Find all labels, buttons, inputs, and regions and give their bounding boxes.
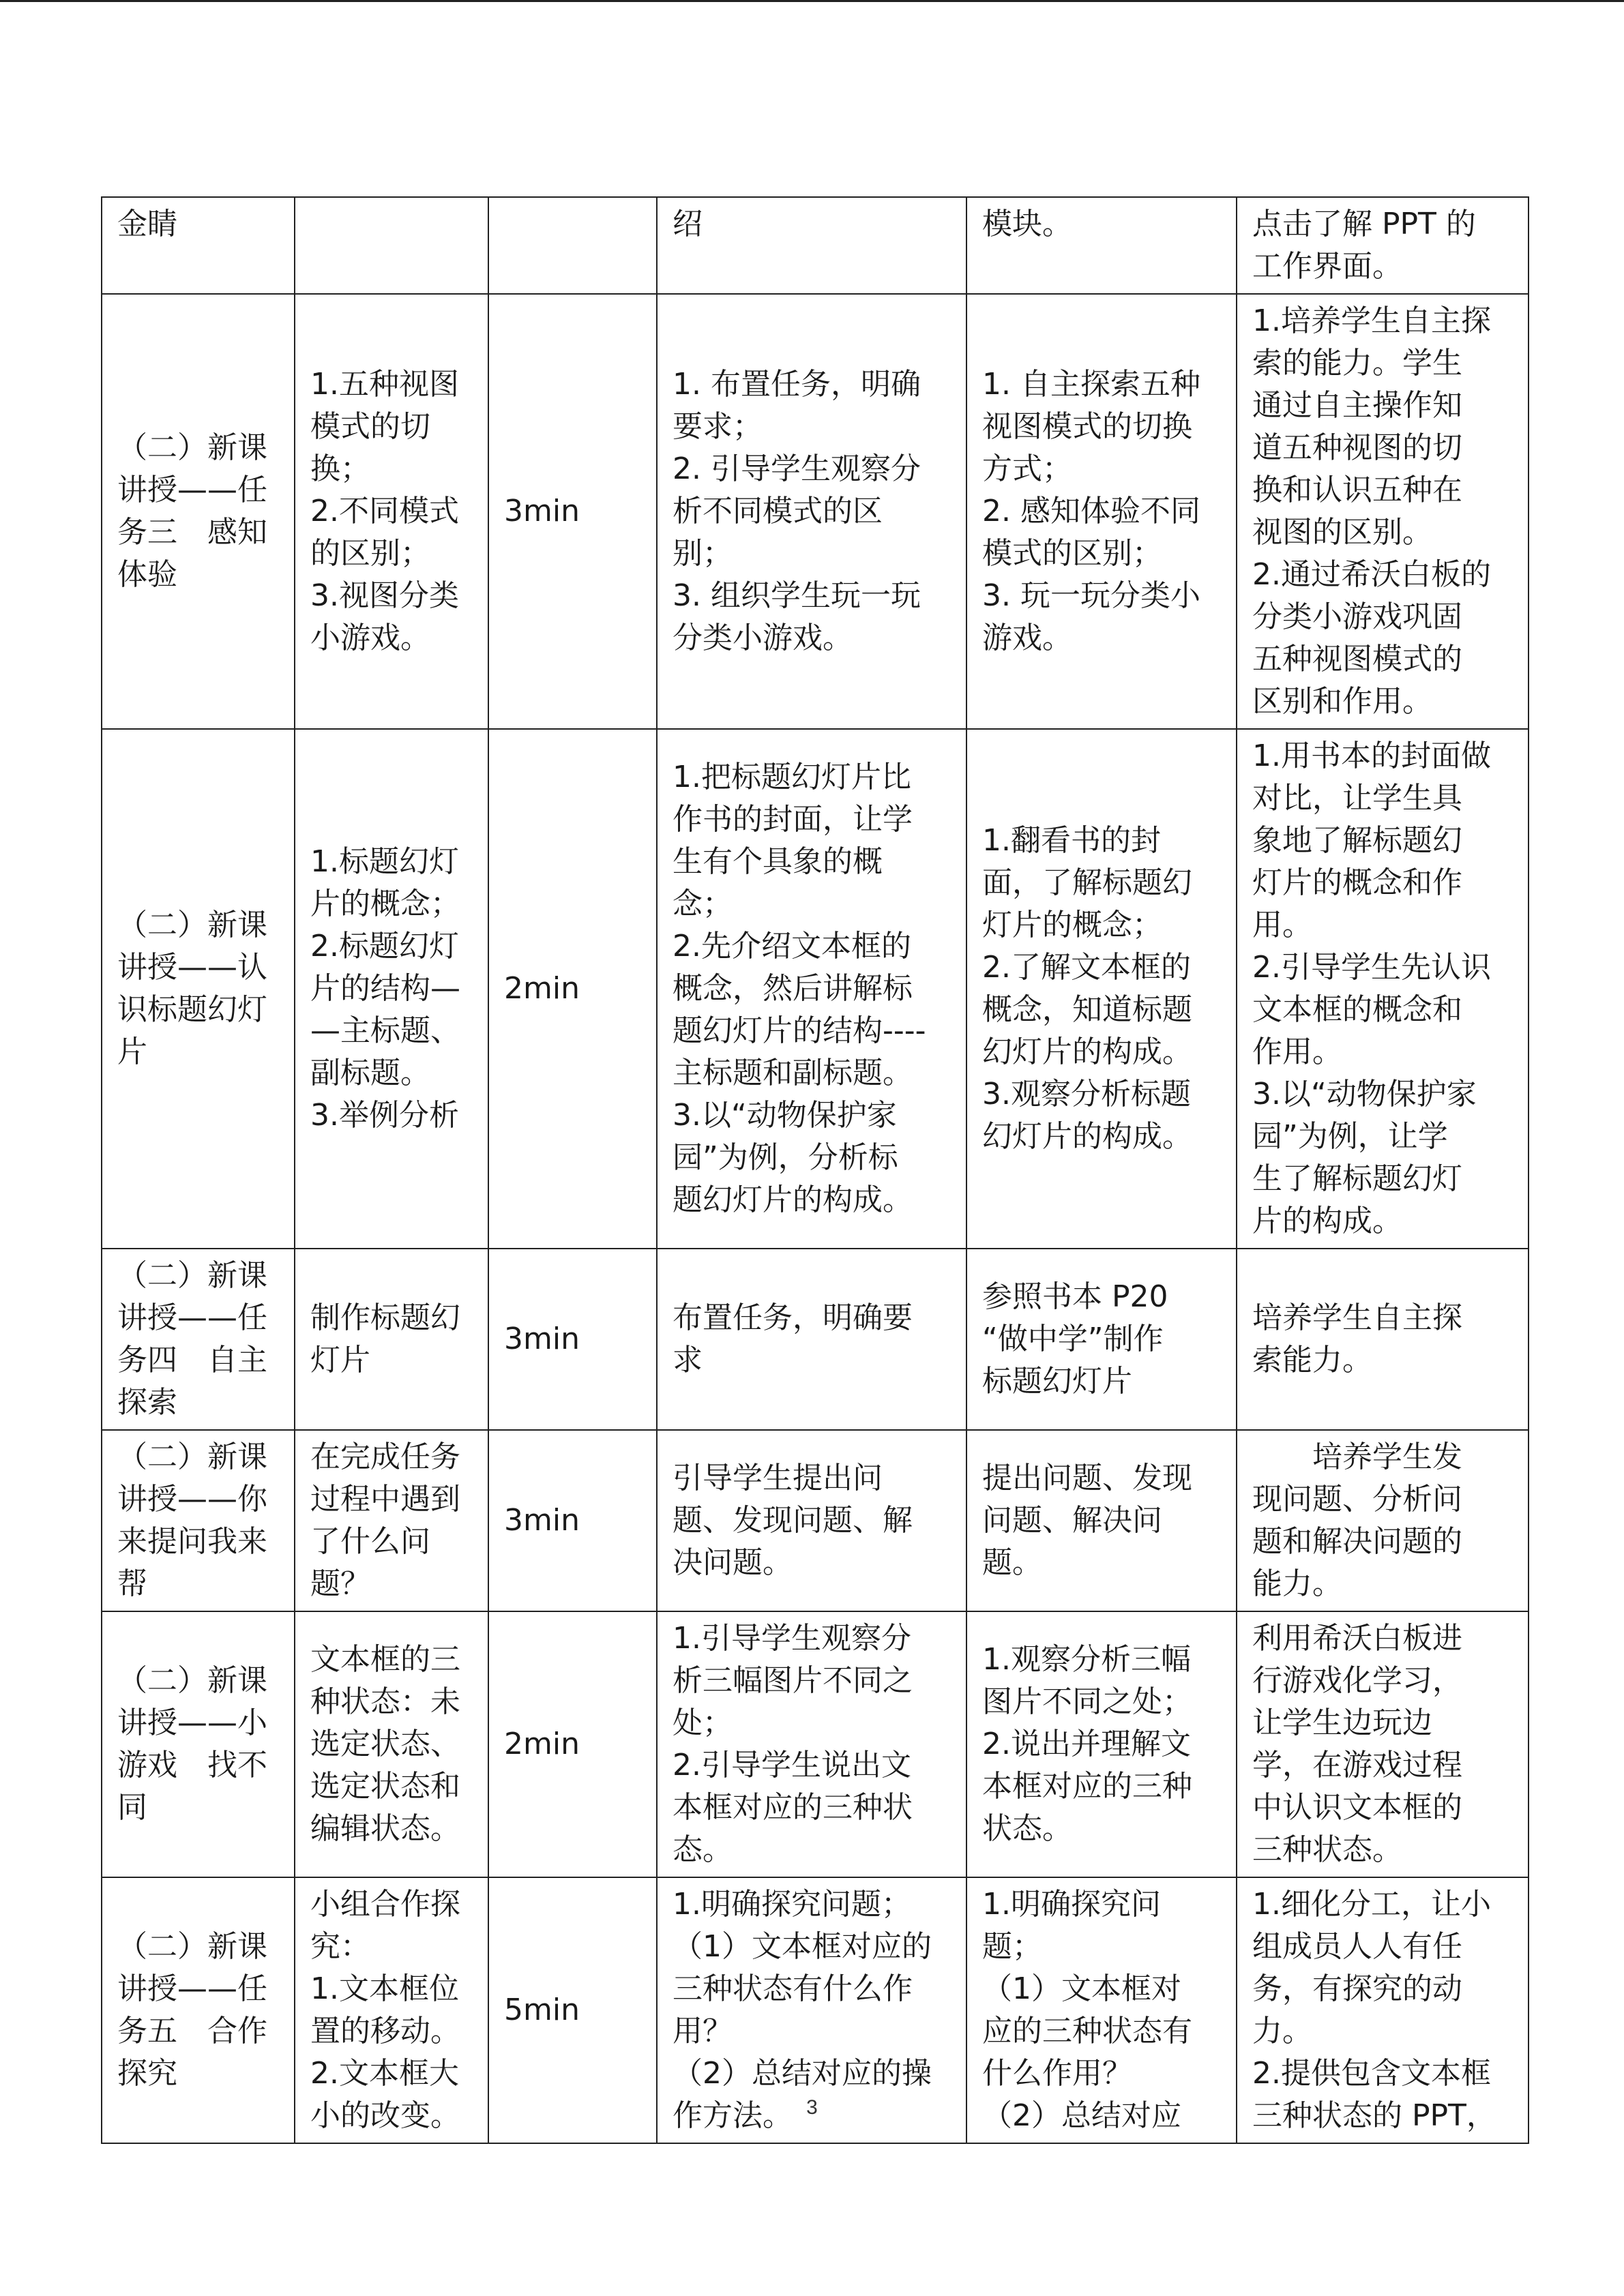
design-intent-cell: 点击了解 PPT 的 工作界面。 (1237, 197, 1529, 294)
time-cell: 2min (488, 1611, 657, 1877)
table-row (102, 1249, 1529, 1430)
page-number: 3 (806, 2096, 818, 2119)
time-cell: 3min (488, 294, 657, 729)
teacher-activity-cell: 引导学生提出问 题、发现问题、解 决问题。 (657, 1430, 966, 1611)
content-cell: 1.标题幻灯 片的概念； 2.标题幻灯 片的结构— —主标题、 副标题。 3.举例分析 (295, 729, 488, 1249)
student-activity-cell: 参照书本 P20 “做中学”制作 标题幻灯片 (966, 1249, 1237, 1430)
segment-cell: 金睛 (102, 197, 295, 294)
content-cell: 在完成任务 过程中遇到 了什么问 题？ (295, 1430, 488, 1611)
design-intent-cell: 培养学生自主探 索能力。 (1237, 1249, 1529, 1430)
design-intent-cell: 1.细化分工，让小 组成员人人有任 务，有探究的动 力。 2.提供包含文本框 三种状态的 PPT， (1237, 1877, 1529, 2143)
segment-cell: （二）新课 讲授——任 务三 感知 体验 (102, 294, 295, 729)
segment-cell: （二）新课 讲授——你 来提问我来 帮 (102, 1430, 295, 1611)
page-top-rule (0, 0, 1624, 2)
time-cell: 3min (488, 1430, 657, 1611)
design-intent-cell: 1.培养学生自主探 索的能力。学生 通过自主操作知 道五种视图的切 换和认识五种在 视图的区别。 2.通过希沃白板的 分类小游戏巩固 五种视图模式的 区别和作用。 (1237, 294, 1529, 729)
time-cell: 2min (488, 729, 657, 1249)
design-intent-cell: 利用希沃白板进 行游戏化学习， 让学生边玩边 学，在游戏过程 中认识文本框的 三种状态。 (1237, 1611, 1529, 1877)
student-activity-cell: 模块。 (966, 197, 1237, 294)
time-cell: 5min (488, 1877, 657, 2143)
time-cell (488, 197, 657, 294)
teacher-activity-cell: 1.把标题幻灯片比 作书的封面，让学 生有个具象的概 念； 2.先介绍文本框的 概念，然后讲解标 题幻灯片的结构---- 主标题和副标题。 3.以“动物保护家 园”为例，分析标 题幻灯片的构成。 (657, 729, 966, 1249)
teacher-activity-cell: 1. 布置任务，明确 要求； 2. 引导学生观察分 析不同模式的区 别； 3. 组织学生玩一玩 分类小游戏。 (657, 294, 966, 729)
table-row (102, 1430, 1529, 1611)
teacher-activity-cell: 1.明确探究问题； （1）文本框对应的 三种状态有什么作 用？ （2）总结对应的操 作方法。 (657, 1877, 966, 2143)
content-cell: 文本框的三 种状态：未 选定状态、 选定状态和 编辑状态。 (295, 1611, 488, 1877)
design-intent-cell: 培养学生发 现问题、分析问 题和解决问题的 能力。 (1237, 1430, 1529, 1611)
student-activity-cell: 1.观察分析三幅 图片不同之处； 2.说出并理解文 本框对应的三种 状态。 (966, 1611, 1237, 1877)
content-cell: 1.五种视图 模式的切 换； 2.不同模式 的区别； 3.视图分类 小游戏。 (295, 294, 488, 729)
segment-cell: （二）新课 讲授——任 务四 自主 探索 (102, 1249, 295, 1430)
content-cell: 小组合作探 究： 1.文本框位 置的移动。 2.文本框大 小的改变。 (295, 1877, 488, 2143)
time-cell: 3min (488, 1249, 657, 1430)
content-cell (295, 197, 488, 294)
student-activity-cell: 1.翻看书的封 面，了解标题幻 灯片的概念； 2.了解文本框的 概念，知道标题 幻灯片的构成。 3.观察分析标题 幻灯片的构成。 (966, 729, 1237, 1249)
content-cell: 制作标题幻 灯片 (295, 1249, 488, 1430)
teacher-activity-cell: 1.引导学生观察分 析三幅图片不同之 处； 2.引导学生说出文 本框对应的三种状 态。 (657, 1611, 966, 1877)
teacher-activity-cell: 布置任务，明确要 求 (657, 1249, 966, 1430)
design-intent-cell: 1.用书本的封面做 对比，让学生具 象地了解标题幻 灯片的概念和作 用。 2.引导学生先认识 文本框的概念和 作用。 3.以“动物保护家 园”为例，让学 生了解标题幻灯 片的构成。 (1237, 729, 1529, 1249)
table-row (102, 197, 1529, 294)
student-activity-cell: 1. 自主探索五种 视图模式的切换 方式； 2. 感知体验不同 模式的区别； 3. 玩一玩分类小 游戏。 (966, 294, 1237, 729)
table-row (102, 729, 1529, 1249)
lesson-plan-table (101, 196, 1529, 2144)
segment-cell: （二）新课 讲授——认 识标题幻灯 片 (102, 729, 295, 1249)
table-row (102, 1611, 1529, 1877)
segment-cell: （二）新课 讲授——小 游戏 找不 同 (102, 1611, 295, 1877)
teacher-activity-cell: 绍 (657, 197, 966, 294)
student-activity-cell: 1.明确探究问 题； （1）文本框对 应的三种状态有 什么作用？ （2）总结对应 (966, 1877, 1237, 2143)
segment-cell: （二）新课 讲授——任 务五 合作 探究 (102, 1877, 295, 2143)
table-row (102, 294, 1529, 729)
student-activity-cell: 提出问题、发现 问题、解决问 题。 (966, 1430, 1237, 1611)
